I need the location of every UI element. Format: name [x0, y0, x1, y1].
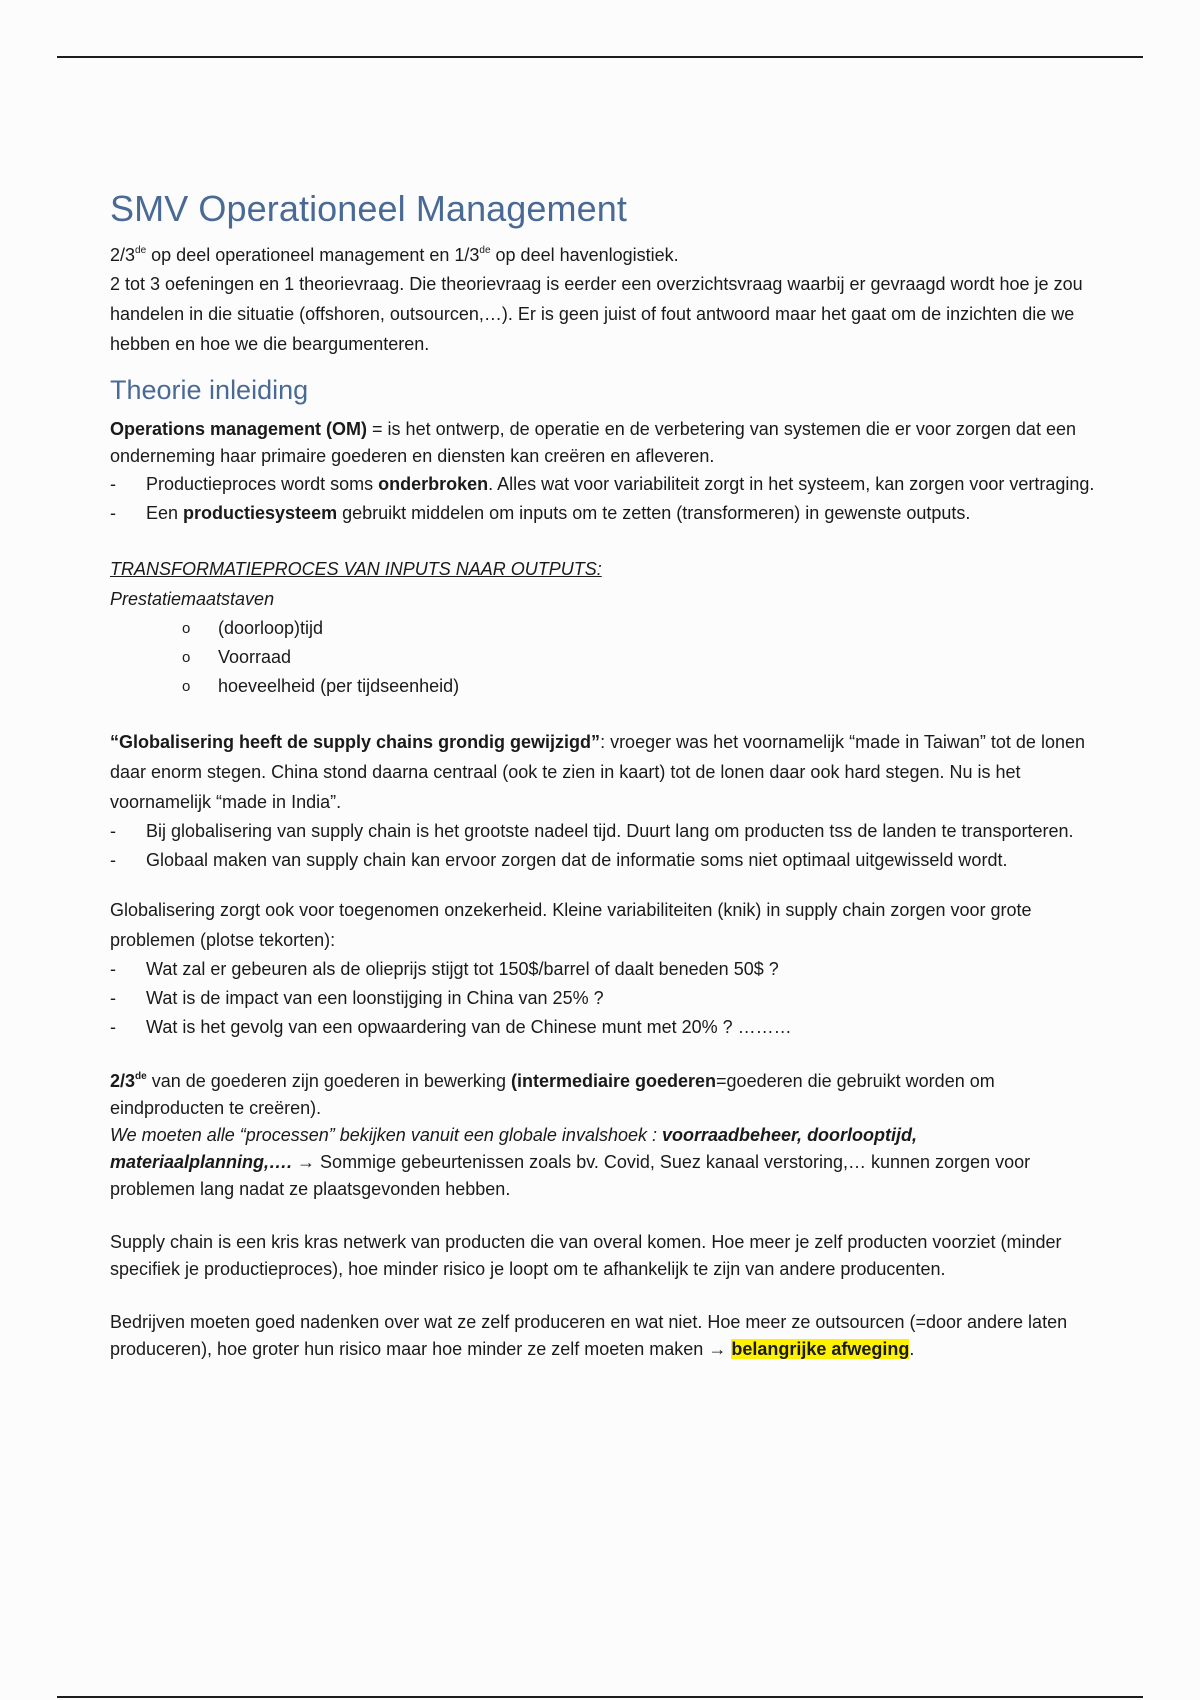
bedrijven-paragraph: Bedrijven moeten goed nadenken over wat ze zelf produceren en wat niet. Hoe meer ze outsourcen (=door andere laten produceren), hoe groter hun risico maar hoe minder ze zelf moeten maken → belangrijke afweging.	[110, 1312, 1068, 1359]
list-item: - Wat zal er gebeuren als de olieprijs stijgt tot 150$/barrel of daalt beneden 50$ ?	[110, 955, 1095, 984]
footer-rule	[57, 1696, 1143, 1698]
list-item: - Bij globalisering van supply chain is het grootste nadeel tijd. Duurt lang om producten tss de landen te transporteren.	[110, 817, 1095, 846]
intro-line: 2/3de op deel operationeel management en 1/3de op deel havenlogistiek.	[110, 245, 679, 265]
prestatie-list	[110, 614, 1095, 701]
list-item: o hoeveelheid (per tijdseenheid)	[182, 672, 1095, 701]
list-item: - Wat is het gevolg van een opwaardering van de Chinese munt met 20% ? ………	[110, 1013, 1095, 1042]
document-title: SMV Operationeel Management	[110, 188, 627, 229]
section-heading: Theorie inleiding	[110, 375, 309, 405]
list-item: o Voorraad	[182, 643, 1095, 672]
prestatie-subheading: Prestatiemaatstaven	[110, 589, 275, 609]
list-item: - Een productiesysteem gebruikt middelen om inputs om te zetten (transformeren) in gewenste outputs.	[110, 499, 1095, 528]
list-item: - Globaal maken van supply chain kan ervoor zorgen dat de informatie soms niet optimaal uitgewisseld wordt.	[110, 846, 1095, 875]
om-definition: Operations management (OM) = is het ontwerp, de operatie en de verbetering van systemen die er voor zorgen dat een onderneming haar primaire goederen en diensten kan creëren en afleveren.	[110, 419, 1076, 466]
onzekerheid-bullets	[110, 955, 1095, 1042]
globalisering-paragraph: “Globalisering heeft de supply chains grondig gewijzigd”: vroeger was het voornamelijk “made in Taiwan” tot de lonen daar enorm stegen. China stond daarna centraal (ook te zien in kaart) tot de lonen daar ook hard stegen. Nu is het voornamelijk “made in India”.	[110, 732, 1085, 812]
highlighted-text: belangrijke afweging	[731, 1339, 910, 1359]
om-bullets	[110, 470, 1095, 528]
header-rule	[57, 56, 1143, 58]
supply-chain-paragraph: Supply chain is een kris kras netwerk van producten die van overal komen. Hoe meer je zelf producten voorziet (minder specifiek je productieproces), hoe minder risico je loopt om te afhankelijk te zijn van andere producenten.	[110, 1232, 1062, 1279]
globalisering-bullets	[110, 817, 1095, 875]
list-item: o (doorloop)tijd	[182, 614, 1095, 643]
intro-paragraph: 2 tot 3 oefeningen en 1 theorievraag. Die theorievraag is eerder een overzichtsvraag waarbij er gevraagd wordt hoe je zou handelen in die situatie (offshoren, outsourcen,…). Er is geen juist of fout antwoord maar het gaat om de inzichten die we hebben en hoe we die beargumenteren.	[110, 274, 1083, 354]
transformatie-heading: TRANSFORMATIEPROCES VAN INPUTS NAAR OUTPUTS:	[110, 559, 602, 579]
document-page	[110, 180, 1095, 1363]
list-item: - Wat is de impact van een loonstijging in China van 25% ?	[110, 984, 1095, 1013]
intermediair-paragraph: 2/3de van de goederen zijn goederen in bewerking (intermediaire goederen=goederen die gebruikt worden om eindproducten te creëren). We moeten alle “processen” bekijken vanuit een globale invalshoek : voorraadbeheer, doorlooptijd, materiaalplanning,…. → Sommige gebeurtenissen zoals bv. Covid, Suez kanaal verstoring,… kunnen zorgen voor problemen lang nadat ze plaatsgevonden hebben.	[110, 1071, 1031, 1199]
onzekerheid-paragraph: Globalisering zorgt ook voor toegenomen onzekerheid. Kleine variabiliteiten (knik) in supply chain zorgen voor grote problemen (plotse tekorten):	[110, 900, 1032, 950]
list-item: - Productieproces wordt soms onderbroken. Alles wat voor variabiliteit zorgt in het systeem, kan zorgen voor vertraging.	[110, 470, 1095, 499]
